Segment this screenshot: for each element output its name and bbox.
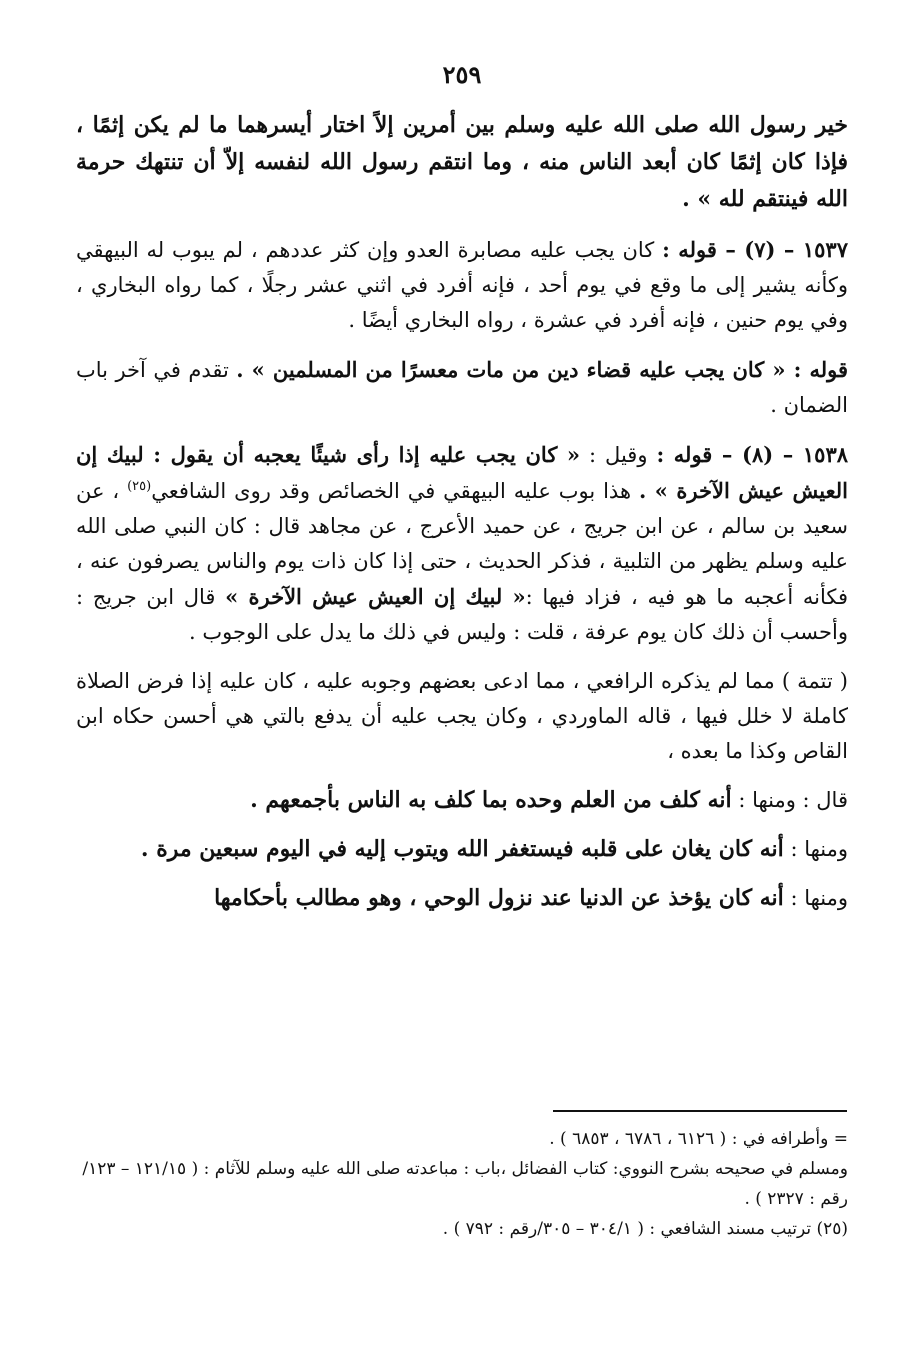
footnote-25: (٢٥) ترتيب مسند الشافعي : ( ٣٠٤/١ – ٣٠٥/رقم : ٧٩٢ ) . [442, 1219, 848, 1239]
entry-text-1538-b: ، عن سعيد بن سالم ، عن ابن جريج ، عن حميد الأعرج ، عن مجاهد قال : كان النبي صلى الله عليه وسلم يظهر من التلبية ، فذكر الحديث ، حتى إذا كان ذات يوم والناس يصرفون عنه ، فكأنه أعجبه ما هو فيه ، فزاد فيها : [76, 479, 848, 609]
quote-debt: قوله : « كان يجب عليه قضاء دين من مات معسرًا من المسلمين » . [236, 357, 848, 382]
footnote-continuation: = وأطرافه في : ( ٦١٢٦ ، ٦٧٨٦ ، ٦٨٥٣ ) . [549, 1129, 848, 1149]
quote-labbayk: « كان يجب عليه إذا رأى شيئًا يعجبه أن يقول : لبيك إن العيش عيش الآخرة » . [76, 442, 848, 503]
entry-heading-1537: ١٥٣٧ – (٧) – قوله : [662, 237, 848, 262]
entry-text-1537: كان يجب عليه مصابرة العدو وإن كثر عددهم ، لم يبوب له البيهقي وكأنه يشير إلى ما وقع في يوم أحد ، فإنه أفرد في اثني عشر رجلًا ، كما رواه البخاري ، وفي يوم حنين ، فإنه أفرد في عشرة ، رواه البخاري أيضًا . [76, 238, 848, 332]
page-number: ٢٥٩ [442, 60, 482, 89]
entry-text-1538-c: قال ابن جريج : وأحسب أن ذلك كان يوم عرفة ، قلت : وليس في ذلك ما يدل على الوجوب . [76, 585, 848, 644]
paragraph-istighfar [76, 832, 848, 867]
entry-heading-1538: ١٥٣٨ – (٨) – قوله : [656, 442, 849, 467]
paragraph-1537 [76, 232, 848, 338]
entry-said: وقيل : [580, 443, 657, 467]
lead-knowledge: قال : ومنها : [731, 788, 848, 812]
text-knowledge: أنه كلف من العلم وحده بما كلف به الناس بأجمعهم . [250, 787, 732, 813]
paragraph-debt [76, 352, 848, 423]
footnote-muslim: ومسلم في صحيحه بشرح النووي: كتاب الفضائل ،باب : مباعدته صلى الله عليه وسلم للآثام : ( ١٢١/١٥ – ١٢٣/رقم : ٢٣٢٧ ) . [82, 1159, 848, 1209]
paragraph-1538 [76, 437, 848, 650]
paragraph-supplement: ( تتمة ) مما لم يذكره الرافعي ، مما ادعى بعضهم وجوبه عليه ، كان عليه إذا فرض الصلاة كاملة لا خلل فيها ، قاله الماوردي ، وكان يجب عليه أن يدفع بالتي هي أحسن حكاه ابن القاص وكذا ما بعده ، [76, 669, 848, 763]
page-body [76, 60, 848, 930]
footnote-ref-25: (٢٥) [127, 479, 152, 494]
paragraph-revelation [76, 881, 848, 916]
footnotes [76, 1124, 848, 1244]
lead-revelation: ومنها : [783, 886, 848, 910]
footnote-separator [553, 1110, 847, 1112]
lead-istighfar: ومنها : [783, 837, 848, 861]
text-revelation: أنه كان يؤخذ عن الدنيا عند نزول الوحي ، وهو مطالب بأحكامها [214, 885, 784, 911]
paragraph-knowledge [76, 783, 848, 818]
text-istighfar: أنه كان يغان على قلبه فيستغفر الله ويتوب إليه في اليوم سبعين مرة . [140, 836, 784, 862]
quote-labbayk-2: « لبيك إن العيش عيش الآخرة » [225, 584, 526, 609]
entry-text-1538-a: هذا بوب عليه البيهقي في الخصائص وقد روى الشافعي [151, 479, 639, 503]
text-debt: تقدم في آخر باب الضمان . [76, 358, 848, 417]
paragraph-hadith-continuation: خير رسول الله صلى الله عليه وسلم بين أمرين إلاً اختار أيسرهما ما لم يكن إثمًا ، فإذا كان إثمًا كان أبعد الناس منه ، وما انتقم رسول الله لنفسه إلاّ أن تنتهك حرمة الله فينتقم لله » . [76, 112, 848, 212]
